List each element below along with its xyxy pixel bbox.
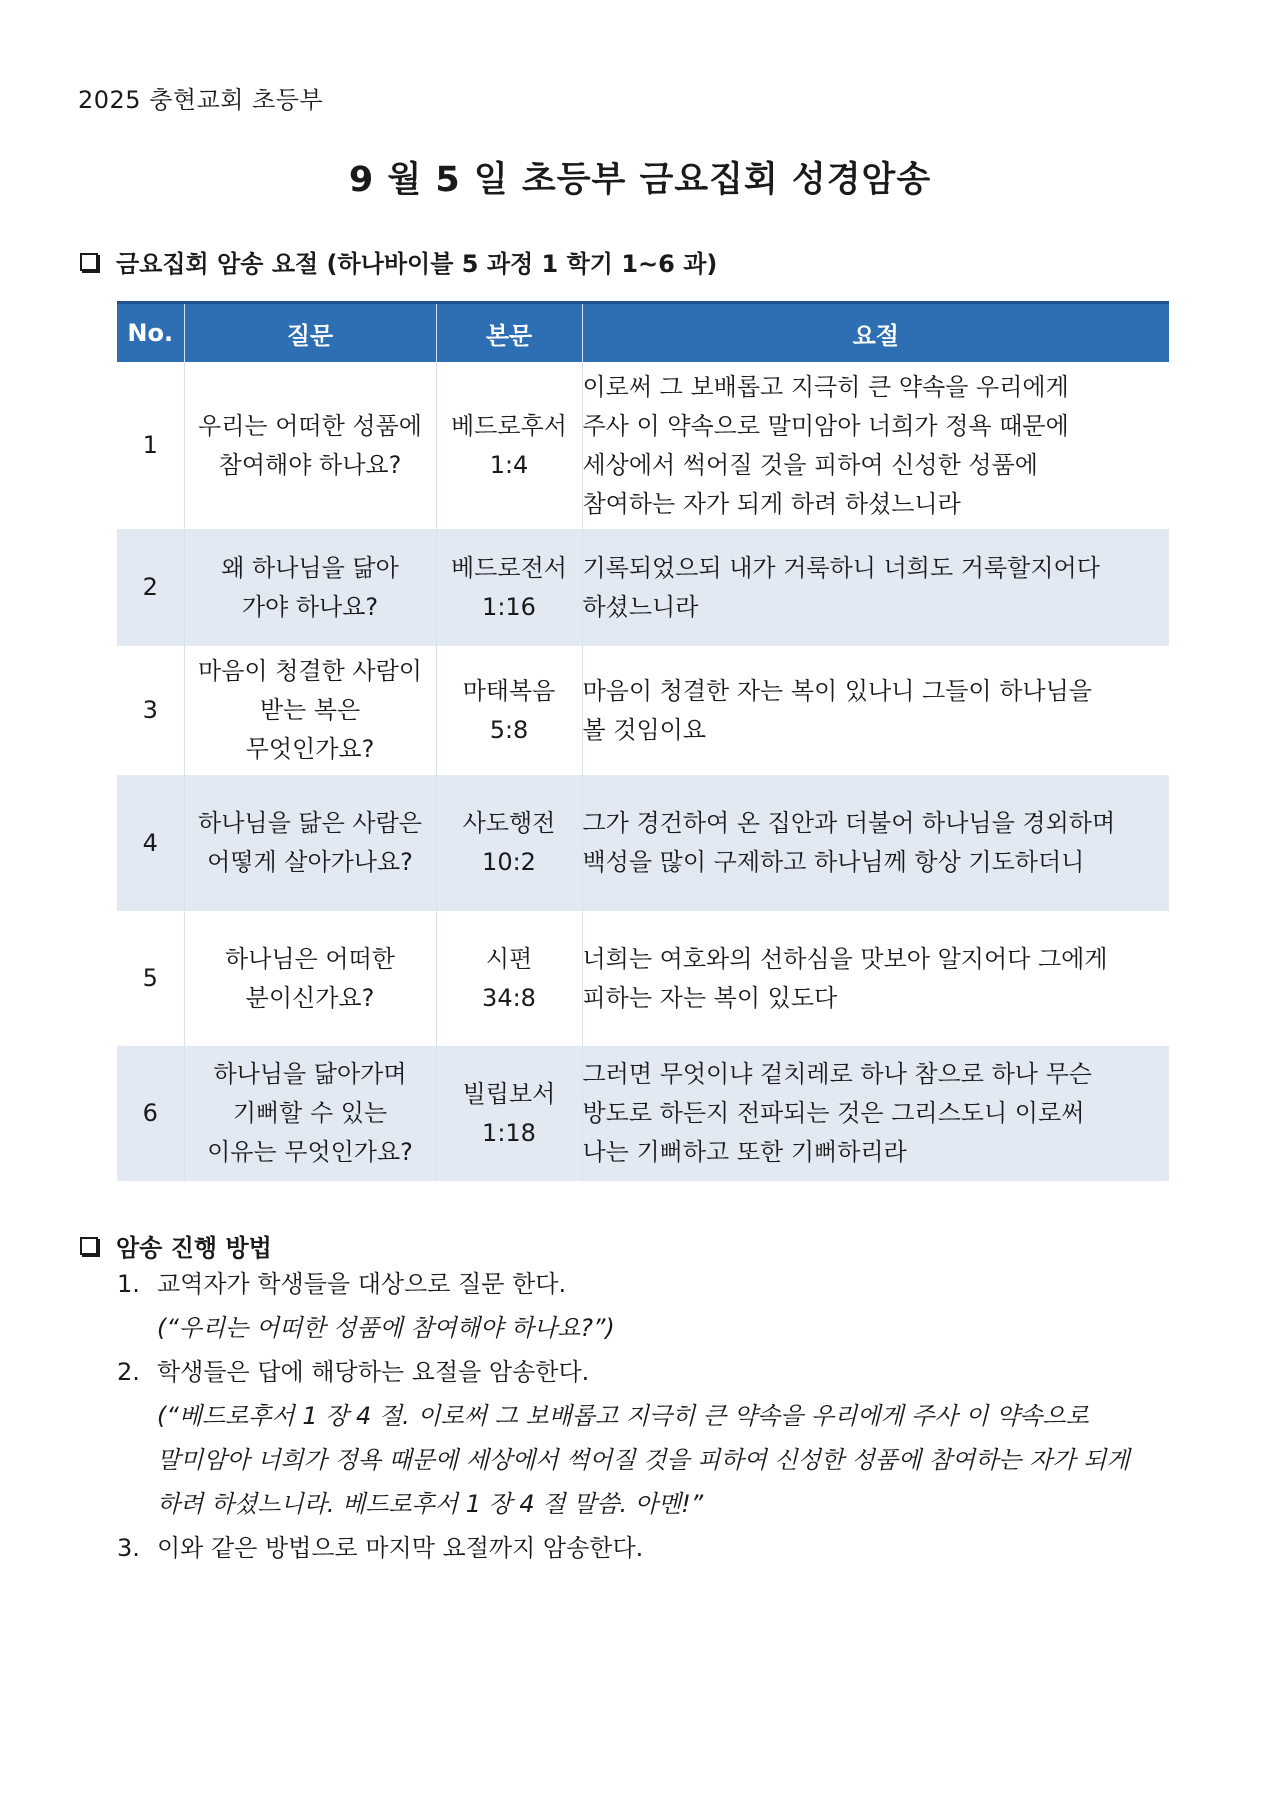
table-row <box>117 775 1169 911</box>
list-item <box>117 1350 1197 1526</box>
row-verse: 마음이 청결한 자는 복이 있나니 그들이 하나님을 볼 것임이요 <box>582 646 1169 775</box>
step-number: 1. <box>117 1270 140 1298</box>
row-number: 1 <box>117 362 184 529</box>
row-number: 2 <box>117 529 184 646</box>
step-text: 학생들은 답에 해당하는 요절을 암송한다. <box>157 1358 590 1386</box>
row-reference: 사도행전 10:2 <box>436 775 582 911</box>
section-heading-text: 암송 진행 방법 <box>116 1234 272 1262</box>
row-reference: 시편 34:8 <box>436 911 582 1046</box>
table-row <box>117 911 1169 1046</box>
row-number: 5 <box>117 911 184 1046</box>
step-number: 3. <box>117 1534 140 1562</box>
row-verse: 기록되었으되 내가 거룩하니 너희도 거룩할지어다 하셨느니라 <box>582 529 1169 646</box>
step-example: (“우리는 어떠한 성품에 참여해야 하나요?”) <box>157 1314 615 1342</box>
column-header-reference: 본문 <box>436 303 582 363</box>
table-row <box>117 362 1169 529</box>
row-verse: 너희는 여호와의 선하심을 맛보아 알지어다 그에게 피하는 자는 복이 있도다 <box>582 911 1169 1046</box>
step-text: 교역자가 학생들을 대상으로 질문 한다. <box>157 1270 567 1298</box>
list-item <box>117 1526 1197 1570</box>
memory-verse-table <box>117 301 1169 1181</box>
row-reference: 마태복음 5:8 <box>436 646 582 775</box>
row-question: 마음이 청결한 사람이 받는 복은 무엇인가요? <box>184 646 436 775</box>
section-heading-text: 금요집회 암송 요절 (하나바이블 5 과정 1 학기 1~6 과) <box>116 250 718 278</box>
step-text: 이와 같은 방법으로 마지막 요절까지 암송한다. <box>157 1534 644 1562</box>
row-verse: 그가 경건하여 온 집안과 더불어 하나님을 경외하며 백성을 많이 구제하고 하나님께 항상 기도하더니 <box>582 775 1169 911</box>
list-item <box>117 1262 1197 1350</box>
memorization-verses-heading <box>78 244 717 279</box>
method-steps-list <box>117 1262 1197 1570</box>
row-verse: 그러면 무엇이냐 겉치레로 하나 참으로 하나 무슨 방도로 하든지 전파되는 것은 그리스도니 이로써 나는 기뻐하고 또한 기뻐하리라 <box>582 1046 1169 1181</box>
table-row <box>117 646 1169 775</box>
column-header-question: 질문 <box>184 303 436 363</box>
row-verse: 이로써 그 보배롭고 지극히 큰 약속을 우리에게 주사 이 약속으로 말미암아 너희가 정욕 때문에 세상에서 썩어질 것을 피하여 신성한 성품에 참여하는 자가 되게 하려 하셨느니라 <box>582 362 1169 529</box>
table-row <box>117 1046 1169 1181</box>
column-header-no: No. <box>117 303 184 363</box>
column-header-verse: 요절 <box>582 303 1169 363</box>
checkbox-bullet-icon <box>80 253 98 271</box>
row-reference: 베드로전서 1:16 <box>436 529 582 646</box>
step-example: (“베드로후서 1 장 4 절. 이로써 그 보배롭고 지극히 큰 약속을 우리에게 주사 이 약속으로 말미암아 너희가 정욕 때문에 세상에서 썩어질 것을 피하여 신성한 성품에 참여하는 자가 되게 하려 하셨느니라. 베드로후서 1 장 4 절 말씀. 아멘!” <box>157 1402 1130 1518</box>
table-header-row <box>117 303 1169 363</box>
row-number: 3 <box>117 646 184 775</box>
page-title: 9 월 5 일 초등부 금요집회 성경암송 <box>348 160 932 200</box>
church-department-label: 2025 충현교회 초등부 <box>78 86 324 114</box>
row-number: 6 <box>117 1046 184 1181</box>
row-question: 우리는 어떠한 성품에 참여해야 하나요? <box>184 362 436 529</box>
row-reference: 베드로후서 1:4 <box>436 362 582 529</box>
row-number: 4 <box>117 775 184 911</box>
row-question: 하나님을 닮아가며 기뻐할 수 있는 이유는 무엇인가요? <box>184 1046 436 1181</box>
step-number: 2. <box>117 1358 140 1386</box>
row-question: 하나님은 어떠한 분이신가요? <box>184 911 436 1046</box>
table-row <box>117 529 1169 646</box>
row-question: 왜 하나님을 닮아 가야 하나요? <box>184 529 436 646</box>
row-question: 하나님을 닮은 사람은 어떻게 살아가나요? <box>184 775 436 911</box>
checkbox-bullet-icon <box>80 1237 98 1255</box>
memorization-method-heading <box>78 1228 272 1263</box>
row-reference: 빌립보서 1:18 <box>436 1046 582 1181</box>
